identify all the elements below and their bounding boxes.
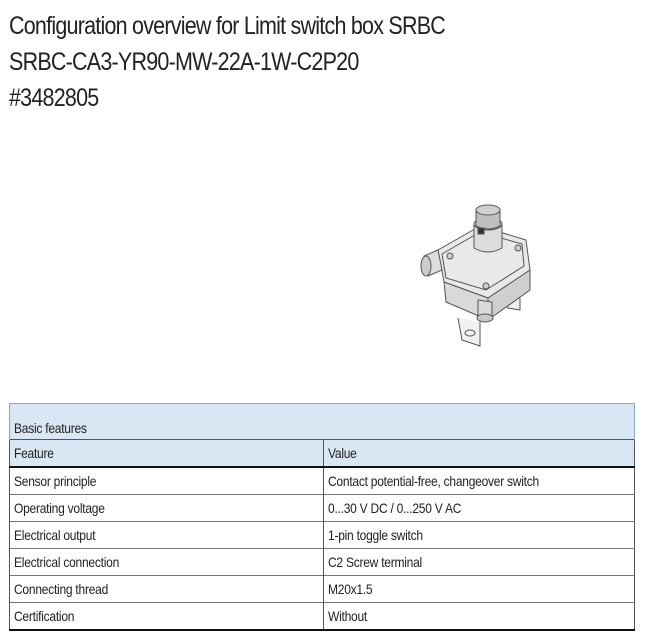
feature-cell: Connecting thread bbox=[10, 576, 324, 603]
table-row bbox=[10, 467, 635, 495]
basic-features-table bbox=[9, 403, 635, 631]
title-line-3: #3482805 bbox=[9, 84, 99, 112]
column-header-feature: Feature bbox=[10, 440, 324, 468]
table-row bbox=[10, 576, 635, 603]
title-line-2: SRBC-CA3-YR90-MW-22A-1W-C2P20 bbox=[9, 48, 359, 76]
value-cell: 1-pin toggle switch bbox=[324, 522, 635, 549]
table-row bbox=[10, 522, 635, 549]
value-cell: C2 Screw terminal bbox=[324, 549, 635, 576]
table-row bbox=[10, 495, 635, 522]
feature-cell: Electrical connection bbox=[10, 549, 324, 576]
page-title bbox=[9, 8, 516, 116]
value-cell: 0...30 V DC / 0...250 V AC bbox=[324, 495, 635, 522]
value-cell: Without bbox=[324, 603, 635, 631]
column-header-value: Value bbox=[324, 440, 635, 468]
title-line-1: Configuration overview for Limit switch box SRBC bbox=[9, 12, 446, 40]
table-row bbox=[10, 603, 635, 631]
table-row bbox=[10, 549, 635, 576]
table-column-header bbox=[10, 440, 635, 468]
value-cell: M20x1.5 bbox=[324, 576, 635, 603]
feature-cell: Operating voltage bbox=[10, 495, 324, 522]
feature-cell: Sensor principle bbox=[10, 467, 324, 495]
feature-cell: Electrical output bbox=[10, 522, 324, 549]
limit-switch-box-image bbox=[418, 190, 540, 350]
value-cell: Contact potential-free, changeover switch bbox=[324, 467, 635, 495]
section-title: Basic features bbox=[10, 404, 635, 440]
table-section-header bbox=[10, 404, 635, 440]
feature-cell: Certification bbox=[10, 603, 324, 631]
